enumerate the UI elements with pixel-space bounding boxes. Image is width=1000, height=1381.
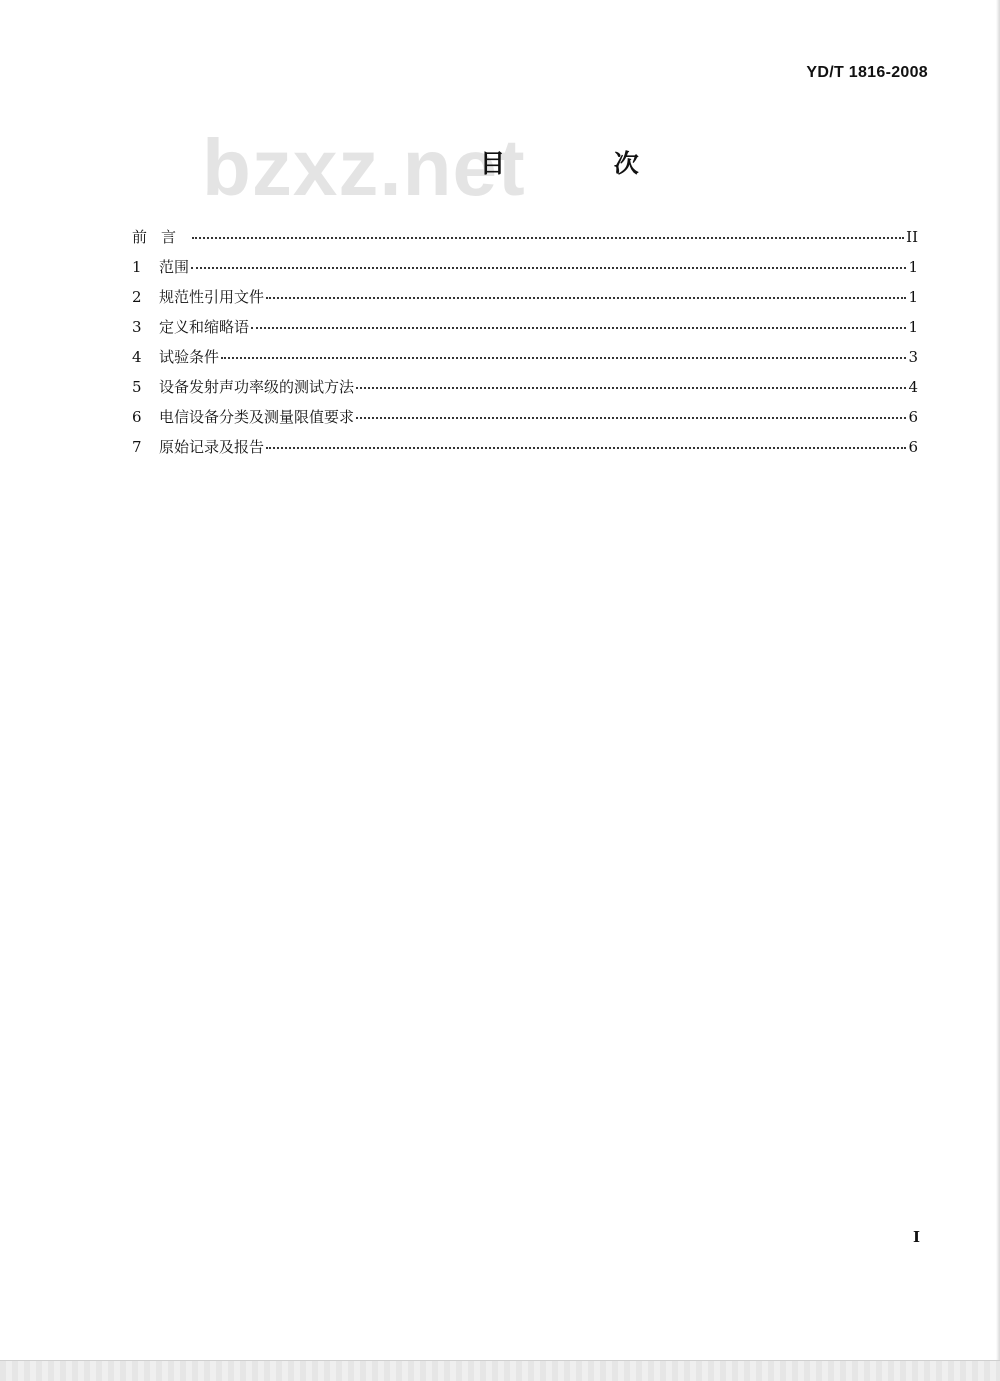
toc-entry-page: 1 [908, 258, 918, 276]
toc-title: 目 次 [480, 149, 689, 178]
toc-entry-page: 1 [908, 318, 918, 336]
toc-entry-page: 6 [908, 438, 918, 456]
page-number: I [912, 1228, 920, 1246]
document-code: YD/T 1816-2008 [806, 64, 928, 81]
toc-entry-page: 6 [908, 408, 918, 426]
toc-leader-dots [356, 417, 906, 419]
toc-entry-label: 规范性引用文件 [159, 288, 265, 306]
toc-entry-label: 设备发射声功率级的测试方法 [159, 378, 355, 396]
toc-entry-label: 定义和缩略语 [159, 318, 250, 336]
toc-entry-number: 7 [132, 438, 142, 456]
toc-entry-number: 1 [132, 258, 142, 276]
toc-entry-3[interactable] [132, 316, 918, 346]
viewer-bottom-strip [0, 1360, 1000, 1381]
toc-entry-page: 1 [908, 288, 918, 306]
toc-entry-page: II [906, 228, 918, 246]
table-of-contents [132, 226, 918, 466]
toc-entry-foreword[interactable] [132, 226, 918, 256]
toc-entry-number: 5 [132, 378, 142, 396]
toc-leader-dots [192, 237, 904, 239]
toc-leader-dots [251, 327, 906, 329]
toc-entry-number: 6 [132, 408, 142, 426]
toc-leader-dots [266, 447, 906, 449]
toc-entry-page: 3 [908, 348, 918, 366]
page-edge-shadow [996, 0, 1000, 1381]
toc-leader-dots [191, 267, 906, 269]
toc-leader-dots [356, 387, 906, 389]
toc-entry-number: 4 [132, 348, 142, 366]
toc-entry-label: 范围 [159, 258, 190, 276]
toc-entry-page: 4 [908, 378, 918, 396]
toc-entry-2[interactable] [132, 286, 918, 316]
toc-entry-5[interactable] [132, 376, 918, 406]
toc-entry-7[interactable] [132, 436, 918, 466]
watermark: bzxz.net [202, 123, 526, 212]
toc-entry-4[interactable] [132, 346, 918, 376]
toc-entry-label: 试验条件 [159, 348, 220, 366]
toc-leader-dots [266, 297, 906, 299]
toc-entry-1[interactable] [132, 256, 918, 286]
toc-entry-label: 前言 [132, 228, 191, 246]
toc-entry-label: 电信设备分类及测量限值要求 [159, 408, 355, 426]
toc-entry-number: 2 [132, 288, 142, 306]
toc-entry-number: 3 [132, 318, 142, 336]
toc-entry-label: 原始记录及报告 [159, 438, 265, 456]
toc-leader-dots [221, 357, 906, 359]
toc-entry-6[interactable] [132, 406, 918, 436]
